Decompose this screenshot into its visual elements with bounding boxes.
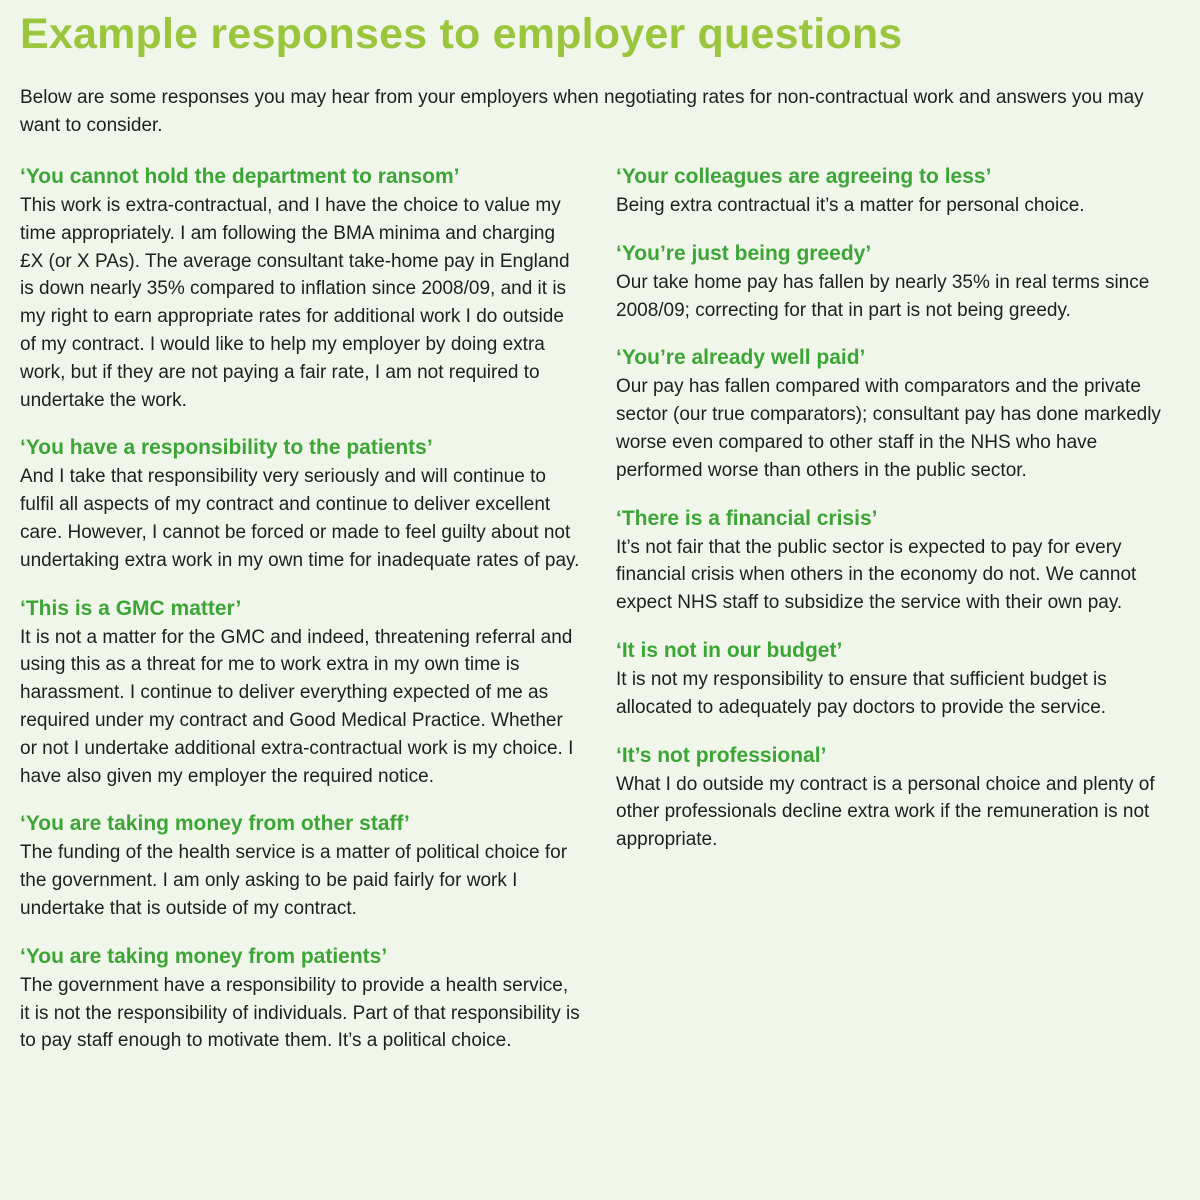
response-item: [20, 942, 580, 1055]
left-column: [20, 162, 580, 1074]
response-question: ‘You’re already well paid’: [616, 346, 866, 370]
response-item: [20, 433, 580, 574]
response-question: ‘You are taking money from other staff’: [20, 812, 410, 836]
response-answer: It is not a matter for the GMC and indeed, threatening referral and using this as a threat for me to work extra in my own time is harassment. I continue to deliver everything expected of me as required under my contract and Good Medical Practice. Whether or not I undertake additional extra-contractual work is my choice. I have also given my employer the required notice.: [20, 626, 574, 787]
response-item: [616, 741, 1186, 854]
response-answer: Being extra contractual it’s a matter for personal choice.: [616, 195, 1085, 216]
page-title: Example responses to employer questions: [20, 10, 903, 58]
response-answer: Our pay has fallen compared with comparators and the private sector (our true comparators); consultant pay has done markedly worse even compared to other staff in the NHS who have performed worse than others in the public sector.: [616, 376, 1161, 481]
response-item: [20, 809, 580, 922]
response-question: ‘It is not in our budget’: [616, 638, 843, 662]
response-item: [616, 162, 1186, 220]
response-question: ‘This is a GMC matter’: [20, 596, 242, 620]
response-item: [20, 594, 580, 791]
response-answer: Our take home pay has fallen by nearly 35% in real terms since 2008/09; correcting for that in part is not being greedy.: [616, 271, 1150, 321]
response-answer: The government have a responsibility to provide a health service, it is not the responsibility of individuals. Part of that responsibility is to pay staff enough to motivate them. It’s a political choice.: [20, 974, 580, 1052]
response-question: ‘It’s not professional’: [616, 743, 827, 767]
response-answer: What I do outside my contract is a personal choice and plenty of other professionals decline extra work if the remuneration is not appropriate.: [616, 773, 1155, 851]
response-question: ‘Your colleagues are agreeing to less’: [616, 165, 992, 188]
response-question: ‘You cannot hold the department to ransom’: [20, 165, 460, 188]
response-question: ‘You’re just being greedy’: [616, 241, 872, 265]
response-answer: And I take that responsibility very seriously and will continue to fulfil all aspects of my contract and continue to deliver excellent care. However, I cannot be forced or made to feel guilty about not undertaking extra work in my own time for inadequate rates of pay.: [20, 466, 580, 571]
response-answer: The funding of the health service is a matter of political choice for the government. I am only asking to be paid fairly for work I undertake that is outside of my contract.: [20, 842, 568, 919]
response-answer: It is not my responsibility to ensure that sufficient budget is allocated to adequately pay doctors to provide the service.: [616, 668, 1107, 718]
intro-paragraph: Below are some responses you may hear from your employers when negotiating rates for non-contractual work and answers you may want to consider.: [20, 87, 1144, 136]
response-answer: It’s not fair that the public sector is expected to pay for every financial crisis when others in the economy do not. We cannot expect NHS staff to subsidize the service with their own pay.: [616, 536, 1137, 614]
response-item: [616, 343, 1186, 484]
response-answer: This work is extra-contractual, and I have the choice to value my time appropriately. I am following the BMA minima and charging £X (or X PAs). The average consultant take-home pay in England is down nearly 35% compared to inflation since 2008/09, and it is my right to earn appropriate rates for additional work I do outside of my contract. I would like to help my employer by doing extra work, but if they are not paying a fair rate, I am not required to undertake the work.: [20, 195, 570, 411]
response-item: [616, 239, 1186, 325]
response-question: ‘There is a financial crisis’: [616, 506, 878, 530]
right-column: [616, 162, 1186, 873]
response-question: ‘You have a responsibility to the patients’: [20, 436, 433, 460]
response-item: [616, 636, 1186, 722]
response-item: [20, 162, 580, 414]
response-question: ‘You are taking money from patients’: [20, 944, 388, 968]
response-item: [616, 504, 1186, 617]
